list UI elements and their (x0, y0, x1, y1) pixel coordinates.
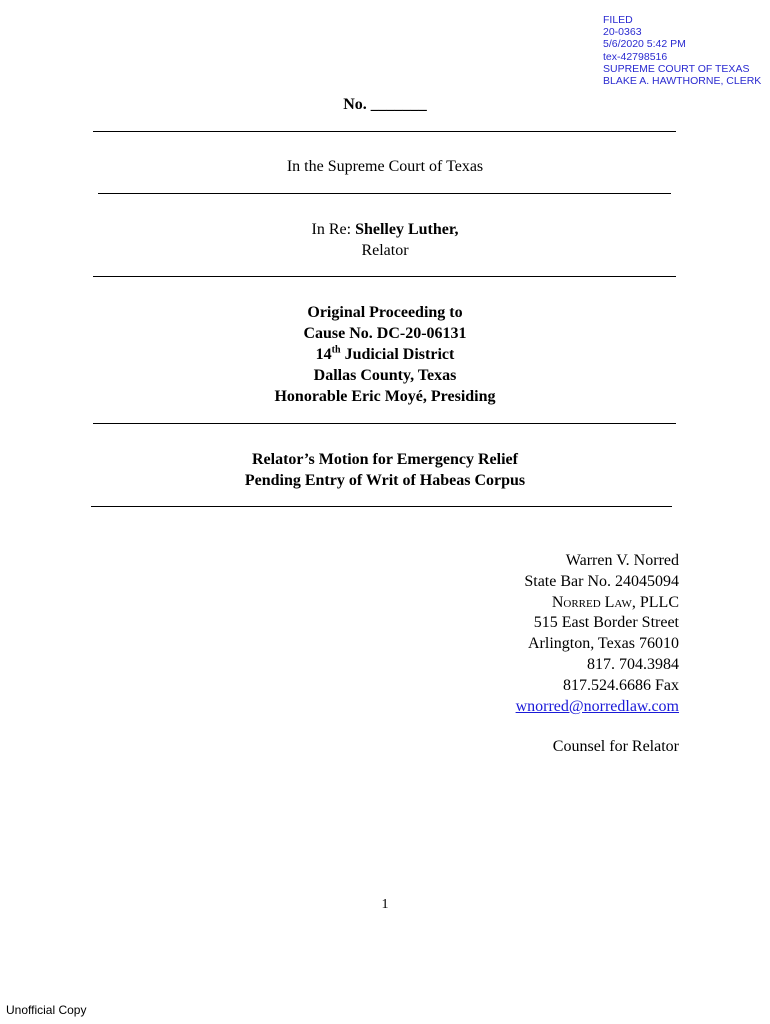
counsel-email-link[interactable]: wnorred@norredlaw.com (515, 697, 679, 715)
proceeding-line1: Original Proceeding to (307, 304, 463, 321)
proceeding-district (0, 344, 770, 365)
divider (93, 423, 676, 424)
relator-role: Relator (361, 242, 409, 259)
counsel-fax: 817.524.6686 Fax (563, 676, 679, 694)
parties-line (0, 219, 770, 240)
counsel-bar-number: State Bar No. 24045094 (524, 572, 679, 590)
counsel-block (516, 551, 679, 758)
proceeding-cause-number: Cause No. DC-20-06131 (303, 325, 467, 342)
district-number: 14 (315, 346, 332, 363)
unofficial-copy-label: Unofficial Copy (6, 1003, 87, 1017)
stamp-case-number: 20-0363 (603, 26, 642, 39)
motion-title-line2: Pending Entry of Writ of Habeas Corpus (244, 472, 526, 489)
divider (93, 131, 676, 132)
divider (91, 506, 672, 507)
counsel-phone: 817. 704.3984 (587, 655, 679, 673)
stamp-timestamp: 5/6/2020 5:42 PM (603, 38, 686, 51)
relator-name: Shelley Luther, (355, 221, 459, 238)
stamp-tracking: tex-42798516 (603, 50, 668, 63)
divider (98, 193, 671, 194)
parties-prefix: In Re: (311, 221, 356, 238)
stamp-court: SUPREME COURT OF TEXAS (603, 62, 750, 75)
counsel-role: Counsel for Relator (552, 738, 679, 756)
court-name: In the Supreme Court of Texas (286, 158, 484, 175)
district-suffix: th (331, 344, 341, 356)
page-number: 1 (381, 897, 389, 912)
divider (93, 276, 676, 277)
motion-title-line1: Relator’s Motion for Emergency Relief (252, 451, 518, 468)
proceeding-county: Dallas County, Texas (313, 367, 457, 384)
counsel-city: Arlington, Texas 76010 (527, 635, 679, 653)
case-number-label: No. _______ (343, 96, 427, 113)
proceeding-judge: Honorable Eric Moyé, Presiding (274, 388, 496, 405)
district-text: Judicial District (340, 346, 455, 363)
counsel-name: Warren V. Norred (565, 552, 679, 569)
stamp-clerk: BLAKE A. HAWTHORNE, CLERK (603, 75, 762, 88)
filing-stamp (603, 14, 761, 87)
stamp-status: FILED (603, 14, 633, 26)
counsel-street: 515 East Border Street (533, 614, 679, 632)
counsel-firm: Norred Law, PLLC (551, 593, 679, 611)
